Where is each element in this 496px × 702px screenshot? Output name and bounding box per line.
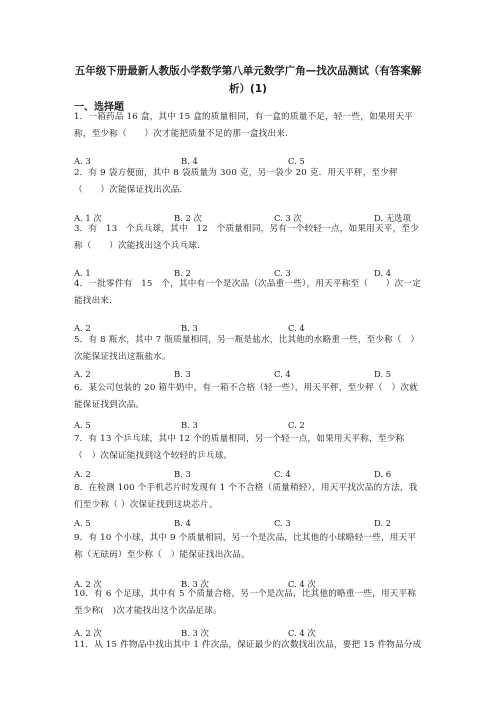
option-d[interactable]: D. 4 — [374, 268, 392, 278]
question-4: 4．一批零件有 15 个，其中有一个是次品（次品重一些），用天平称至（ ）次一定能找出来. — [74, 279, 421, 306]
question-9: 9．有 10 个小球，其中 9 个质量相同，另一个是次品，比其他的小球略轻一些，用天平称（无砝码）至少称（ ）能保证找出次品。 — [74, 533, 417, 560]
document-title: 五年级下册最新人教版小学数学第八单元数学广角—找次品测试（有答案解析）(1) — [74, 65, 422, 95]
question-11: 11．从 15 件物品中找出其中 1 件次品，保证最少的次数找出次品，要把 15 件物品分成 — [74, 640, 422, 650]
option-b[interactable]: B. 3 — [181, 323, 198, 333]
option-b[interactable]: B. 3 — [174, 369, 191, 379]
section-heading: 一、选择题 — [74, 102, 124, 113]
question-8: 8．在检测 100 个手机芯片时发现有 1 个不合格（质量稍轻），用天平找次品的方法，我们至少称（ ）次保证找到这块芯片。 — [74, 483, 418, 510]
option-c[interactable]: C. 3 — [274, 518, 291, 528]
question-5: 5．有 8 瓶水，其中 7 瓶质量相同，另一瓶是盐水，比其他的水略重一些，至少称（ ）次能保证找出这瓶盐水。 — [74, 335, 420, 362]
option-c[interactable]: C. 3 — [274, 268, 291, 278]
option-a[interactable]: A. 2 次 — [74, 579, 102, 589]
question-2: 2．有 9 袋方便面，其中 8 袋质量为 300 克，另一袋少 20 克．用天平秤，至少秤（ ）次能保证找出次品. — [74, 168, 398, 195]
option-a[interactable]: A. 2 — [74, 323, 91, 333]
option-c[interactable]: C. 4 次 — [288, 579, 316, 589]
option-b[interactable]: B. 3 次 — [181, 628, 209, 638]
option-c[interactable]: C. 4 — [288, 323, 305, 333]
question-7: 7．有 13 个乒乓球，其中 12 个的质量相同，另一个轻一点，如果用天平称，至少称（ ）次保证能找到这个较轻的乒乓球。 — [74, 434, 405, 461]
option-a[interactable]: A. 1 — [74, 268, 91, 278]
option-a[interactable]: A. 2 — [74, 369, 91, 379]
question-10: 10．有 6 个足球，其中有 5 个质量合格，另一个是次品，比其他的略重一些，用天平称至少称( )次才能找出这个次品足球。 — [74, 589, 417, 616]
option-c[interactable]: C. 5 — [288, 156, 305, 166]
option-b[interactable]: B. 4 — [181, 156, 198, 166]
option-b[interactable]: B. 2 次 — [174, 213, 202, 223]
option-a[interactable]: A. 3 — [74, 156, 91, 166]
option-d[interactable]: D. 2 — [374, 518, 392, 528]
option-a[interactable]: A. 2 — [74, 469, 91, 479]
option-b[interactable]: B. 2 — [174, 268, 191, 278]
option-c[interactable]: C. 3 次 — [274, 213, 302, 223]
option-b[interactable]: B. 3 次 — [181, 579, 209, 589]
option-c[interactable]: C. 4 — [274, 469, 291, 479]
option-d[interactable]: D. 6 — [374, 469, 392, 479]
option-c[interactable]: C. 4 — [274, 369, 291, 379]
option-a[interactable]: A. 5 — [74, 518, 91, 528]
option-d[interactable]: D. 无选项 — [374, 213, 411, 223]
option-a[interactable]: A. 5 — [74, 420, 91, 430]
question-6: 6．某公司包装的 20 箱牛奶中，有一箱不合格（轻一些），用天平秤，至少秤（ ）次就能保证找到次品。 — [74, 383, 418, 410]
option-c[interactable]: C. 4 次 — [288, 628, 316, 638]
option-b[interactable]: B. 3 — [174, 469, 191, 479]
question-3: 3．有 13 个兵乓球，其中 12 个质量相同，另有一个较轻一点，如果用天平，至少称（ ）次能找出这个兵乓球. — [74, 224, 419, 251]
question-1: 1．一箱药品 16 盒，其中 15 盒的质量相同，有一盒的质量不足，轻一些，如果用天平称，至少称（ ）次才能把质量不足的那一盒找出来. — [74, 112, 414, 139]
option-c[interactable]: C. 2 — [288, 420, 305, 430]
option-a[interactable]: A. 2 次 — [74, 628, 102, 638]
option-b[interactable]: B. 4 — [174, 518, 191, 528]
option-d[interactable]: D. 5 — [374, 369, 392, 379]
option-b[interactable]: B. 3 — [181, 420, 198, 430]
option-a[interactable]: A. 1 次 — [74, 213, 102, 223]
